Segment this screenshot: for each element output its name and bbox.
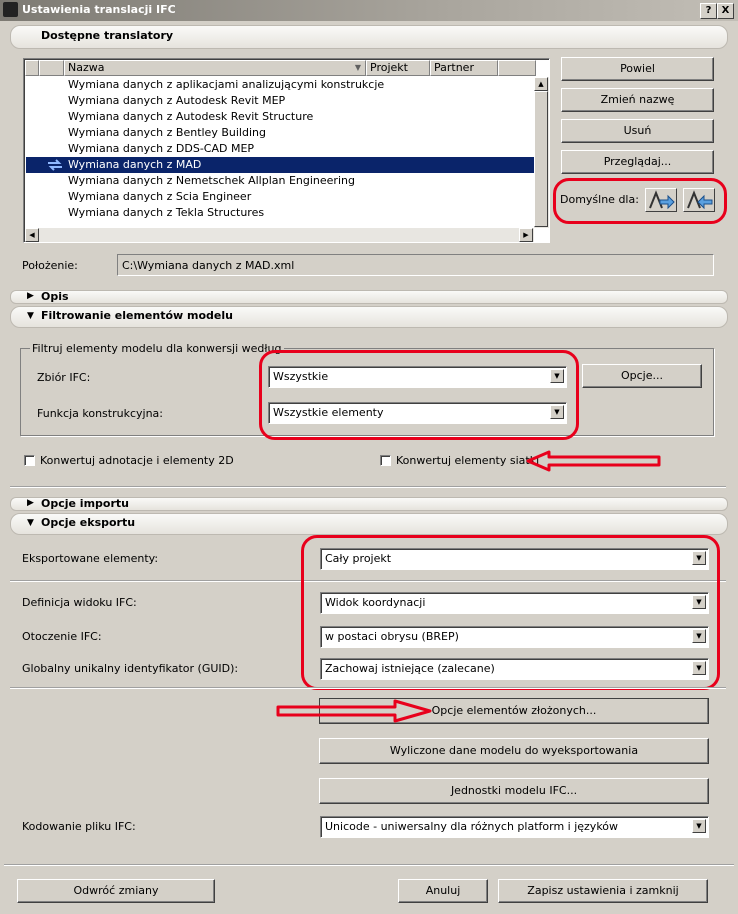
description-section-title: Opis — [41, 290, 69, 303]
chevron-down-icon: ▼ — [550, 369, 564, 383]
description-section-header[interactable] — [10, 290, 728, 304]
divider — [4, 864, 734, 866]
list-header-icon — [39, 60, 64, 76]
app-logo-icon — [3, 2, 18, 17]
save-close-button[interactable]: Zapisz ustawienia i zamknij — [498, 879, 708, 903]
horizontal-scrollbar[interactable] — [25, 228, 534, 243]
list-item-label: Wymiana danych z Autodesk Revit MEP — [68, 94, 286, 107]
sort-icon: ▼ — [354, 63, 361, 72]
cancel-button[interactable]: Anuluj — [398, 879, 488, 903]
list-item[interactable] — [26, 189, 534, 205]
exchange-arrows-icon — [46, 158, 64, 172]
convert-mesh-label: Konwertuj elementy siatki — [396, 454, 540, 467]
export-section-title: Opcje eksportu — [41, 516, 136, 529]
function-label: Funkcja konstrukcyjna: — [37, 407, 164, 420]
guid-label: Globalny unikalny identyfikator (GUID): — [22, 662, 239, 675]
list-item[interactable] — [26, 125, 534, 141]
duplicate-button[interactable]: Powiel — [561, 57, 714, 81]
divider — [10, 687, 726, 689]
filtering-section-title: Filtrowanie elementów modelu — [41, 309, 233, 322]
ifc-set-label: Zbiór IFC: — [37, 371, 91, 384]
list-item-label: Wymiana danych z DDS-CAD MEP — [68, 142, 255, 155]
expand-triangle-icon: ▶ — [27, 291, 34, 301]
highlight-export-dropdowns — [301, 535, 720, 690]
scroll-right-arrow-icon[interactable]: ▶ — [519, 228, 533, 242]
import-default-icon — [646, 189, 676, 211]
list-item[interactable] — [26, 141, 534, 157]
import-section-header[interactable] — [10, 497, 728, 511]
scroll-up-arrow-icon[interactable]: ▲ — [534, 77, 548, 91]
revert-button[interactable]: Odwróć zmiany — [17, 879, 215, 903]
import-section-title: Opcje importu — [41, 497, 129, 510]
vertical-scroll-thumb[interactable] — [534, 91, 548, 227]
collapse-triangle-icon: ▼ — [27, 518, 34, 528]
exported-elements-label: Eksportowane elementy: — [22, 552, 159, 565]
column-header-name-label: Nazwa — [68, 61, 105, 74]
export-section-header[interactable] — [10, 513, 728, 535]
translators-section-header — [10, 25, 728, 49]
view-definition-label: Definicja widoku IFC: — [22, 596, 137, 609]
default-import-button[interactable] — [645, 188, 677, 212]
list-header-filler — [498, 60, 536, 76]
red-arrow-left-icon — [525, 449, 665, 473]
translators-section-title: Dostępne translatory — [41, 29, 174, 42]
translator-list[interactable] — [23, 58, 550, 243]
list-item-label: Wymiana danych z Tekla Structures — [68, 206, 265, 219]
chevron-down-icon: ▼ — [692, 819, 706, 833]
function-value: Wszystkie elementy — [273, 406, 384, 419]
computed-data-button[interactable]: Wyliczone dane modelu do wyeksportowania — [319, 738, 709, 764]
list-item[interactable] — [26, 77, 534, 93]
ifc-set-value: Wszystkie — [273, 370, 329, 383]
list-item-label: Wymiana danych z aplikacjami analizującymi konstrukcje — [68, 78, 385, 91]
list-item[interactable] — [26, 205, 534, 221]
vertical-scrollbar[interactable] — [534, 77, 549, 228]
list-item-label: Wymiana danych z Bentley Building — [68, 126, 266, 139]
guid-value: Zachowaj istniejące (zalecane) — [325, 662, 495, 675]
encoding-value: Unicode - uniwersalny dla różnych platform i języków — [325, 820, 619, 833]
model-units-button[interactable]: Jednostki modelu IFC... — [319, 778, 709, 804]
expand-triangle-icon: ▶ — [27, 498, 34, 508]
column-header-project[interactable]: Projekt — [366, 60, 430, 76]
list-item-label: Wymiana danych z Nemetschek Allplan Engineering — [68, 174, 355, 187]
default-for-label: Domyślne dla: — [560, 193, 639, 206]
ifc-environment-value: w postaci obrysu (BREP) — [325, 630, 459, 643]
default-export-button[interactable] — [683, 188, 715, 212]
filtering-section-header[interactable] — [10, 306, 728, 328]
title-bar — [0, 0, 738, 21]
red-arrow-right-icon — [275, 698, 435, 724]
rename-button[interactable]: Zmień nazwę — [561, 88, 714, 112]
column-header-name[interactable] — [64, 60, 366, 76]
window-title: Ustawienia translacji IFC — [22, 3, 176, 16]
close-button[interactable]: X — [717, 3, 734, 19]
delete-button[interactable]: Usuń — [561, 119, 714, 143]
location-field — [117, 254, 714, 276]
browse-button[interactable]: Przeglądaj... — [561, 150, 714, 174]
convert-mesh-checkbox[interactable] — [380, 455, 391, 466]
collapse-triangle-icon: ▼ — [27, 311, 34, 321]
list-item[interactable] — [26, 157, 534, 173]
scroll-left-arrow-icon[interactable]: ◀ — [25, 228, 39, 242]
composite-options-button[interactable]: Opcje elementów złożonych... — [319, 698, 709, 724]
encoding-dropdown[interactable] — [320, 816, 709, 838]
list-header-blank — [25, 60, 39, 76]
encoding-label: Kodowanie pliku IFC: — [22, 820, 136, 833]
chevron-down-icon: ▼ — [550, 405, 564, 419]
export-default-icon — [684, 189, 714, 211]
location-value: C:\Wymiana danych z MAD.xml — [122, 259, 295, 272]
list-item[interactable] — [26, 109, 534, 125]
column-header-partner[interactable]: Partner — [430, 60, 498, 76]
convert-annotations-checkbox[interactable] — [24, 455, 35, 466]
help-button[interactable]: ? — [700, 3, 717, 19]
view-definition-value: Widok koordynacji — [325, 596, 426, 609]
chevron-down-icon: ▼ — [692, 595, 706, 609]
location-label: Położenie: — [22, 259, 78, 272]
chevron-down-icon: ▼ — [692, 629, 706, 643]
filter-options-button[interactable]: Opcje... — [582, 364, 702, 388]
highlight-filter-dropdowns — [259, 350, 579, 440]
convert-annotations-label: Konwertuj adnotacje i elementy 2D — [40, 454, 234, 467]
list-item-label: Wymiana danych z Scia Engineer — [68, 190, 252, 203]
exported-elements-value: Cały projekt — [325, 552, 392, 565]
list-item-label: Wymiana danych z MAD — [68, 158, 202, 171]
list-item[interactable] — [26, 173, 534, 189]
chevron-down-icon: ▼ — [692, 661, 706, 675]
list-item[interactable] — [26, 93, 534, 109]
filter-group-label: Filtruj elementy modelu dla konwersji według — [32, 342, 282, 355]
divider — [10, 486, 726, 488]
ifc-environment-label: Otoczenie IFC: — [22, 630, 102, 643]
list-item-label: Wymiana danych z Autodesk Revit Structure — [68, 110, 314, 123]
chevron-down-icon: ▼ — [692, 551, 706, 565]
